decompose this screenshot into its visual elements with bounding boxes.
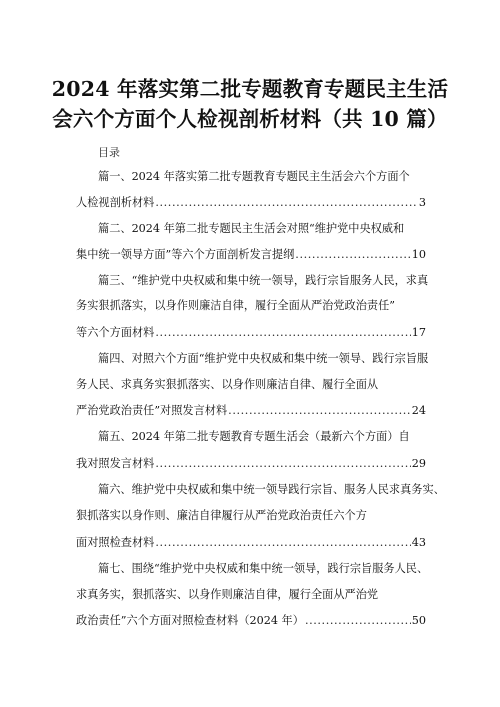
toc-entry-5-page: 29 [411, 457, 426, 470]
toc-entry-4-title-end: 严治党政治责任”对照发言材料 [76, 404, 228, 417]
toc-entry-6[interactable] [76, 536, 426, 550]
toc-entry-2[interactable] [76, 248, 426, 262]
toc-label: 目录 [98, 146, 120, 159]
toc-leader-dots [155, 536, 410, 550]
toc-entry-4[interactable] [76, 404, 426, 418]
toc-entry-1-line-1[interactable]: 篇一、2024 年落实第二批专题教育专题民主生活会六个方面个 [98, 170, 410, 183]
toc-entry-1-page: 3 [418, 196, 426, 209]
toc-entry-7-line-1[interactable]: 篇七、围绕“维护党中央权威和集中统一领导，践行宗旨服务人民、 [98, 562, 429, 575]
toc-entry-3-line-1[interactable]: 篇三、“维护党中央权威和集中统一领导，践行宗旨服务人民，求真 [98, 274, 429, 287]
toc-entry-7-line-2[interactable]: 求真务实，狠抓落实、以身作则廉洁自律，履行全面从严治党 [76, 588, 379, 601]
toc-entry-7-page: 50 [411, 614, 426, 627]
toc-entry-1-title-end: 人检视剖析材料 [76, 196, 155, 209]
toc-entry-6-title-end: 面对照检查材料 [76, 536, 155, 549]
toc-entry-3[interactable] [76, 326, 426, 340]
toc-entry-3-page: 17 [411, 326, 426, 339]
toc-entry-3-title-end: 等六个方面材料 [76, 326, 155, 339]
toc-entry-5-title-end: 我对照发言材料 [76, 457, 155, 470]
toc-entry-4-line-2[interactable]: 务人民、求真务实狠抓落实、以身作则廉洁自律、履行全面从 [76, 378, 379, 391]
title-line-2: 会六个方面个人检视剖析材料（共 10 篇） [52, 107, 448, 131]
toc-entry-4-line-1[interactable]: 篇四、对照六个方面“维护党中央权威和集中统一领导、践行宗旨服 [98, 352, 429, 365]
toc-leader-dots [228, 404, 411, 418]
toc-leader-dots [305, 614, 411, 628]
toc-entry-2-page: 10 [411, 248, 426, 261]
toc-entry-7[interactable] [76, 614, 426, 628]
title-line-1: 2024 年落实第二批专题教育专题民主生活 [51, 77, 449, 101]
toc-entry-6-page: 43 [411, 536, 426, 549]
toc-leader-dots [155, 326, 410, 340]
toc-leader-dots [155, 196, 418, 210]
toc-entry-5[interactable] [76, 457, 426, 471]
toc-entry-2-title-end: 集中统一领导方面”等六个方面剖析发言提纲 [76, 248, 295, 261]
toc-entry-7-title-end: 政治责任”六个方面对照检查材料（2024 年） [76, 614, 304, 627]
toc-entry-1[interactable] [76, 196, 426, 210]
toc-leader-dots [155, 457, 410, 471]
toc-entry-3-line-2[interactable]: 务实狠抓落实，以身作则廉洁自律，履行全面从严治党政治责任” [76, 299, 395, 312]
toc-entry-4-page: 24 [411, 404, 426, 417]
document-title [40, 74, 460, 134]
toc-entry-6-line-1[interactable]: 篇六、维护党中央权威和集中统一领导践行宗旨、服务人民求真务实、 [98, 483, 445, 496]
toc-entry-5-line-1[interactable]: 篇五、2024 年第二批专题教育专题生活会（最新六个方面）自 [98, 430, 410, 443]
toc-entry-6-line-2[interactable]: 狠抓落实以身作则、廉洁自律履行从严治党政治责任六个方 [76, 509, 367, 522]
toc-entry-2-line-1[interactable]: 篇二、2024 年第二批专题民主生活会对照“维护党中央权威和 [98, 222, 405, 235]
toc-leader-dots [295, 248, 410, 262]
